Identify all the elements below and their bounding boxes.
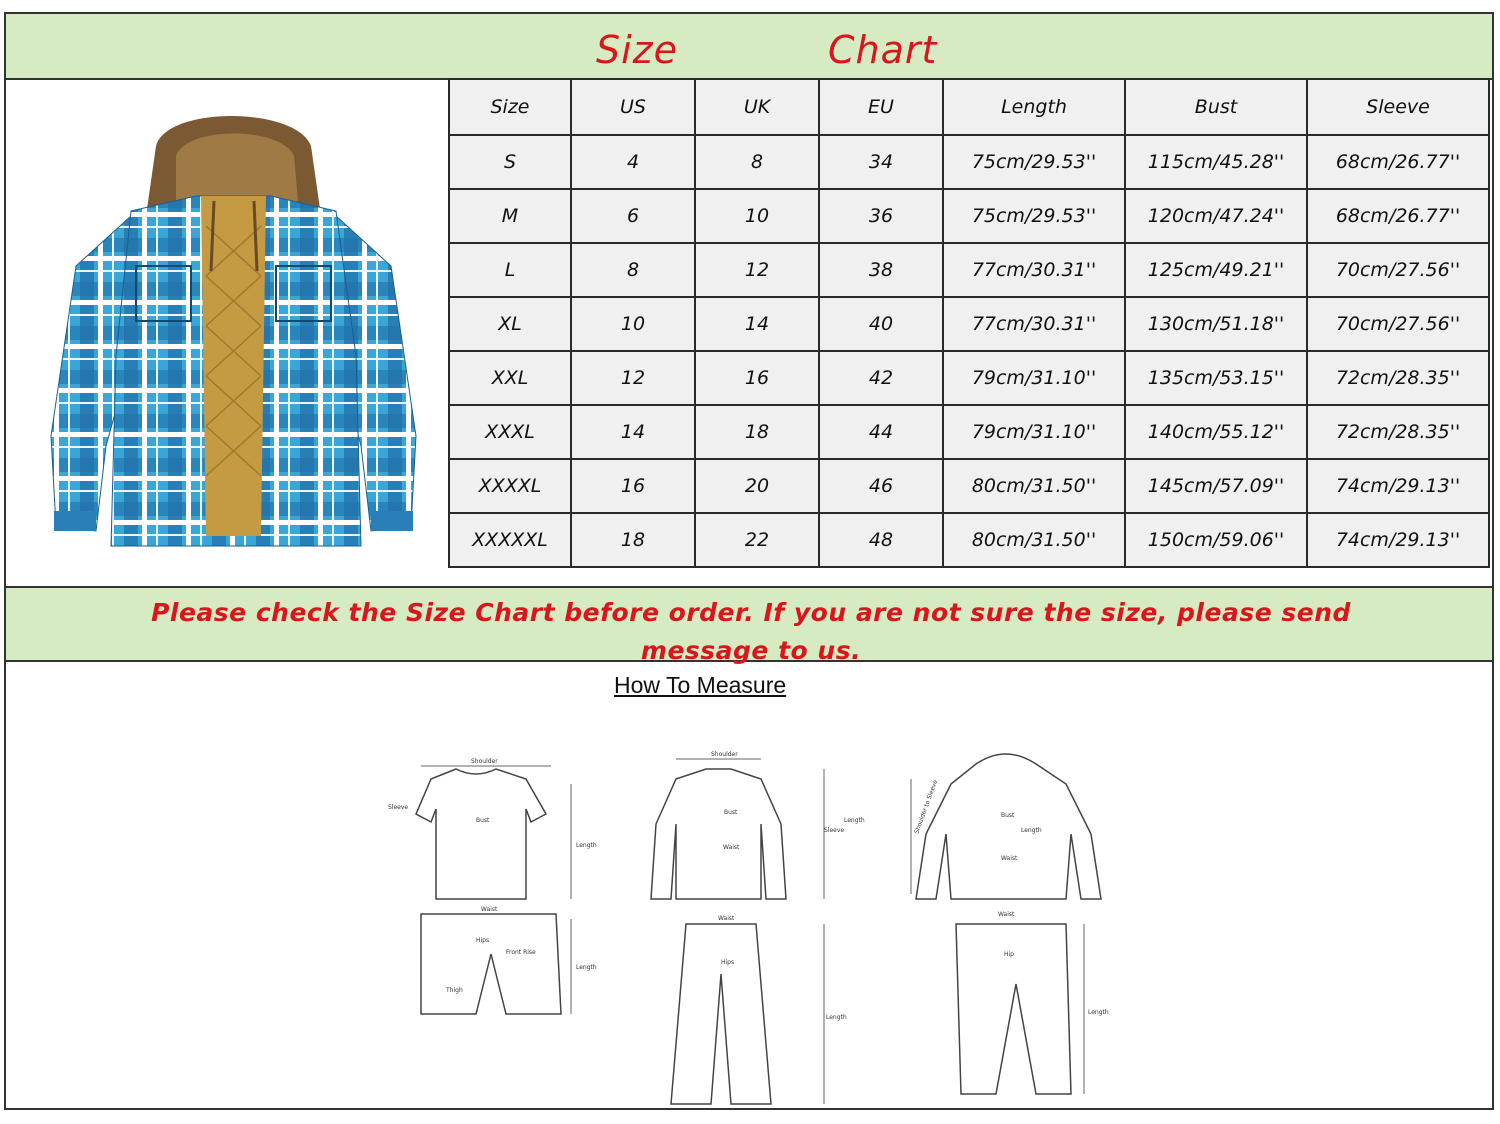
- cell-uk: 18: [695, 405, 819, 459]
- hoodie-shoulder-to-sleeve-label: Shoulder to Sleeve: [913, 779, 940, 835]
- cell-uk: 16: [695, 351, 819, 405]
- cell-length: 79cm/31.10'': [943, 405, 1125, 459]
- cell-us: 14: [571, 405, 695, 459]
- tshirt-diagram: [416, 769, 546, 899]
- pants-hips-label: Hips: [721, 959, 735, 966]
- shorts-front-rise-label: Front Rise: [506, 949, 536, 956]
- cell-size: XXXL: [449, 405, 571, 459]
- title-word-size: Size: [596, 28, 679, 72]
- cell-eu: 44: [819, 405, 943, 459]
- jogger-waist-label: Waist: [998, 911, 1015, 918]
- cell-us: 6: [571, 189, 695, 243]
- table-row: [449, 189, 1489, 243]
- cell-us: 16: [571, 459, 695, 513]
- title-word-chart: Chart: [828, 28, 938, 72]
- shorts-diagram: [421, 914, 561, 1014]
- cell-eu: 48: [819, 513, 943, 567]
- cell-sleeve: 68cm/26.77'': [1307, 135, 1489, 189]
- cell-bust: 115cm/45.28'': [1125, 135, 1307, 189]
- size-table: [448, 78, 1490, 568]
- cell-us: 4: [571, 135, 695, 189]
- cell-sleeve: 68cm/26.77'': [1307, 189, 1489, 243]
- header-size: Size: [449, 79, 571, 135]
- cell-length: 77cm/30.31'': [943, 243, 1125, 297]
- notice-line-1: Please check the Size Chart before order. If you are not sure the size, please send: [151, 598, 1351, 627]
- tee-length-label: Length: [576, 842, 597, 849]
- cell-eu: 38: [819, 243, 943, 297]
- cell-length: 79cm/31.10'': [943, 351, 1125, 405]
- hoodie-diagram: [916, 754, 1101, 899]
- table-row: [449, 405, 1489, 459]
- tee-shoulder-label: Shoulder: [471, 758, 498, 765]
- cell-size: XXL: [449, 351, 571, 405]
- cell-length: 75cm/29.53'': [943, 189, 1125, 243]
- shorts-thigh-label: Thigh: [446, 987, 463, 994]
- table-row: [449, 351, 1489, 405]
- header-sleeve: Sleeve: [1307, 79, 1489, 135]
- cell-size: XL: [449, 297, 571, 351]
- cell-eu: 34: [819, 135, 943, 189]
- cell-size: XXXXXL: [449, 513, 571, 567]
- cell-uk: 12: [695, 243, 819, 297]
- shirt-shoulder-label: Shoulder: [711, 751, 738, 758]
- notice-text: [66, 594, 1436, 670]
- cell-sleeve: 72cm/28.35'': [1307, 351, 1489, 405]
- header-length: Length: [943, 79, 1125, 135]
- cell-size: L: [449, 243, 571, 297]
- cell-uk: 10: [695, 189, 819, 243]
- cell-us: 10: [571, 297, 695, 351]
- cell-sleeve: 70cm/27.56'': [1307, 243, 1489, 297]
- table-row: [449, 243, 1489, 297]
- cell-us: 12: [571, 351, 695, 405]
- cell-bust: 140cm/55.12'': [1125, 405, 1307, 459]
- hoodie-length-label: Length: [1021, 827, 1042, 834]
- cell-eu: 36: [819, 189, 943, 243]
- cell-sleeve: 74cm/29.13'': [1307, 513, 1489, 567]
- cell-size: XXXXL: [449, 459, 571, 513]
- cell-uk: 22: [695, 513, 819, 567]
- size-chart-frame: [4, 12, 1494, 1110]
- notice-banner: [6, 586, 1492, 665]
- cell-uk: 8: [695, 135, 819, 189]
- shorts-waist-label: Waist: [481, 906, 498, 913]
- joggers-diagram: [956, 924, 1071, 1094]
- table-row: [449, 513, 1489, 567]
- table-header-row: [449, 79, 1489, 135]
- shirt-waist-label: Waist: [723, 844, 740, 851]
- title-banner: [6, 14, 1492, 80]
- cell-length: 80cm/31.50'': [943, 513, 1125, 567]
- header-us: US: [571, 79, 695, 135]
- table-row: [449, 135, 1489, 189]
- shirt-diagram: [651, 769, 786, 899]
- cell-us: 8: [571, 243, 695, 297]
- pants-diagram: [671, 924, 771, 1104]
- header-bust: Bust: [1125, 79, 1307, 135]
- hoodie-waist-label: Waist: [1001, 855, 1018, 862]
- shirt-bust-label: Bust: [724, 809, 738, 816]
- plaid-hooded-jacket-image: [36, 106, 431, 576]
- cell-bust: 120cm/47.24'': [1125, 189, 1307, 243]
- cell-eu: 40: [819, 297, 943, 351]
- header-uk: UK: [695, 79, 819, 135]
- cell-sleeve: 74cm/29.13'': [1307, 459, 1489, 513]
- tee-bust-label: Bust: [476, 817, 490, 824]
- cell-bust: 150cm/59.06'': [1125, 513, 1307, 567]
- cell-eu: 46: [819, 459, 943, 513]
- cell-us: 18: [571, 513, 695, 567]
- header-eu: EU: [819, 79, 943, 135]
- pants-waist-label: Waist: [718, 915, 735, 922]
- cell-sleeve: 70cm/27.56'': [1307, 297, 1489, 351]
- cell-length: 75cm/29.53'': [943, 135, 1125, 189]
- shirt-sleeve-label: Sleeve: [824, 827, 845, 834]
- cell-uk: 20: [695, 459, 819, 513]
- cell-bust: 130cm/51.18'': [1125, 297, 1307, 351]
- cell-length: 80cm/31.50'': [943, 459, 1125, 513]
- shorts-length-label: Length: [576, 964, 597, 971]
- cell-bust: 135cm/53.15'': [1125, 351, 1307, 405]
- cell-bust: 145cm/57.09'': [1125, 459, 1307, 513]
- jogger-hip-label: Hip: [1004, 951, 1014, 958]
- table-row: [449, 459, 1489, 513]
- pants-length-label: Length: [826, 1014, 847, 1021]
- cell-size: S: [449, 135, 571, 189]
- cell-size: M: [449, 189, 571, 243]
- jogger-length-label: Length: [1088, 1009, 1109, 1016]
- tee-sleeve-label: Sleeve: [388, 804, 409, 811]
- shirt-length-label: Length: [844, 817, 865, 824]
- table-row: [449, 297, 1489, 351]
- cell-uk: 14: [695, 297, 819, 351]
- cell-bust: 125cm/49.21'': [1125, 243, 1307, 297]
- cell-sleeve: 72cm/28.35'': [1307, 405, 1489, 459]
- how-to-measure-title: How To Measure: [614, 672, 787, 698]
- notice-line-2: message to us.: [640, 636, 862, 665]
- cell-length: 77cm/30.31'': [943, 297, 1125, 351]
- measurement-diagrams: [346, 714, 1146, 1110]
- hoodie-bust-label: Bust: [1001, 812, 1015, 819]
- shorts-hips-label: Hips: [476, 937, 490, 944]
- cell-eu: 42: [819, 351, 943, 405]
